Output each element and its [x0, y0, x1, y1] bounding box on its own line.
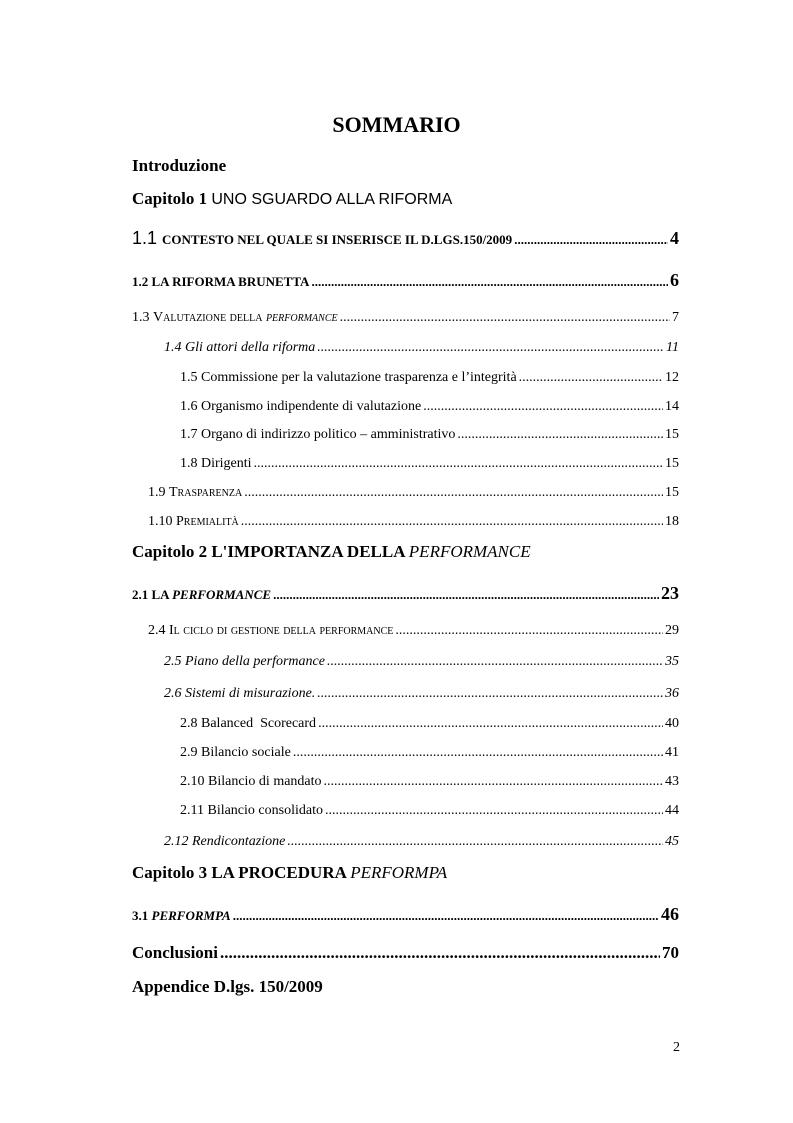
dot-leader	[293, 745, 663, 761]
toc-page-number: 11	[666, 340, 679, 355]
dot-leader	[317, 340, 664, 356]
toc-label: 2.9 Bilancio sociale	[180, 745, 291, 760]
toc-entry-2-9[interactable]	[180, 745, 679, 761]
toc-label: 2.12 Rendicontazione	[164, 834, 286, 849]
heading-appendice: Appendice D.lgs. 150/2009	[132, 977, 323, 996]
toc-page-number: 23	[661, 583, 679, 603]
toc-entry-2-6[interactable]	[164, 686, 679, 702]
dot-leader	[423, 399, 663, 415]
toc-entry-2-8[interactable]	[180, 716, 679, 732]
toc-page-number: 70	[662, 943, 679, 962]
dot-leader	[324, 774, 663, 790]
toc-label: 1.9 Trasparenza	[148, 485, 243, 500]
toc-label: Conclusioni	[132, 943, 218, 962]
toc-entry-1-9[interactable]	[148, 485, 679, 501]
toc-label: 2.11 Bilancio consolidato	[180, 803, 323, 818]
dot-leader	[254, 456, 663, 472]
toc-page-number: 36	[665, 686, 679, 701]
chapter-2-heading	[132, 542, 531, 562]
chapter-3-title-em: PERFORMPA	[350, 863, 448, 882]
toc-page-number: 43	[665, 774, 679, 789]
toc-entry-2-10[interactable]	[180, 774, 679, 790]
dot-leader	[233, 908, 659, 924]
toc-page-number: 12	[665, 370, 679, 385]
chapter-1-title: UNO SGUARDO ALLA RIFORMA	[211, 191, 453, 208]
toc-entry-2-12[interactable]	[164, 834, 679, 850]
chapter-3-prefix: Capitolo 3	[132, 863, 212, 882]
toc-entry-1-2[interactable]	[132, 270, 679, 291]
toc-label: 1.4 Gli attori della riforma	[164, 340, 316, 355]
toc-page-number: 45	[665, 834, 679, 849]
toc-page-number: 35	[665, 654, 679, 669]
toc-label: 2.10 Bilancio di mandato	[180, 774, 322, 789]
chapter-3-title: LA PROCEDURA	[211, 863, 351, 882]
toc-entry-2-11[interactable]	[180, 803, 679, 819]
toc-entry-1-6[interactable]	[180, 399, 679, 415]
toc-label: 3.1 PERFORMPA	[132, 908, 231, 923]
toc-label: 1.2 LA RIFORMA BRUNETTA	[132, 274, 310, 289]
dot-leader	[457, 427, 663, 443]
toc-label: 2.5 Piano della performance	[164, 654, 325, 669]
toc-label: 2.8 Balanced Scorecard	[180, 716, 317, 731]
chapter-2-title: L'IMPORTANZA DELLA	[211, 542, 409, 561]
toc-page-number: 15	[665, 485, 679, 500]
toc-page-number: 7	[672, 310, 679, 325]
chapter-2-title-em: PERFORMANCE	[408, 542, 531, 561]
dot-leader	[317, 686, 663, 702]
dot-leader	[287, 834, 663, 850]
chapter-1-prefix: Capitolo 1	[132, 189, 212, 208]
dot-leader	[311, 274, 668, 290]
toc-entry-1-10[interactable]	[148, 514, 679, 530]
dot-leader	[244, 485, 663, 501]
toc-label: 2.6 Sistemi di misurazione.	[164, 686, 316, 701]
dot-leader	[395, 623, 663, 639]
toc-label: 1.10 Premialità	[148, 514, 239, 529]
toc-entry-2-1[interactable]	[132, 583, 679, 604]
toc-page-number: 14	[665, 399, 679, 414]
chapter-2-prefix: Capitolo 2	[132, 542, 212, 561]
toc-page-number: 6	[670, 270, 679, 290]
dot-leader	[325, 803, 663, 819]
toc-entry-1-7[interactable]	[180, 427, 679, 443]
toc-label: 2.4 Il ciclo di gestione della performance	[148, 623, 394, 638]
toc-label: 1.7 Organo di indirizzo politico – amministrativo	[180, 427, 456, 442]
toc-label: 1.8 Dirigenti	[180, 456, 252, 471]
dot-leader	[318, 716, 663, 732]
toc-entry-2-4[interactable]	[148, 623, 679, 639]
toc-page-number: 29	[665, 623, 679, 638]
toc-page-number: 44	[665, 803, 679, 818]
toc-entry-1-5[interactable]	[180, 370, 679, 386]
dot-leader	[340, 310, 670, 326]
toc-page-number: 41	[665, 745, 679, 760]
toc-label: 2.1 LA PERFORMANCE	[132, 587, 272, 602]
heading-introduzione: Introduzione	[132, 156, 227, 175]
toc-entry-1-3[interactable]	[132, 310, 679, 326]
dot-leader	[519, 370, 663, 386]
chapter-3-heading	[132, 863, 447, 883]
toc-label: 1.5 Commissione per la valutazione trasparenza e l’integrità	[180, 370, 517, 385]
toc-entry-2-5[interactable]	[164, 654, 679, 670]
toc-label: 1.1 CONTESTO NEL QUALE SI INSERISCE IL D.LGS.150/2009	[132, 228, 513, 248]
toc-page-number: 18	[665, 514, 679, 529]
toc-page-number: 4	[670, 228, 679, 248]
toc-entry-1-1[interactable]	[132, 228, 679, 249]
toc-entry-3-1[interactable]	[132, 904, 679, 925]
toc-entry-conclusioni[interactable]	[132, 943, 679, 963]
toc-page-number: 15	[665, 427, 679, 442]
page-number: 2	[673, 1040, 680, 1055]
dot-leader	[273, 587, 659, 603]
dot-leader	[220, 943, 660, 963]
toc-page-number: 15	[665, 456, 679, 471]
toc-page-number: 46	[661, 904, 679, 924]
toc-entry-1-4[interactable]	[164, 340, 679, 356]
page-title: SOMMARIO	[332, 112, 461, 137]
dot-leader	[514, 232, 668, 248]
toc-entry-1-8[interactable]	[180, 456, 679, 472]
toc-label: 1.6 Organismo indipendente di valutazione	[180, 399, 422, 414]
toc-page-number: 40	[665, 716, 679, 731]
dot-leader	[327, 654, 663, 670]
toc-label: 1.3 Valutazione della performance	[132, 310, 338, 325]
chapter-1-heading	[132, 189, 452, 209]
dot-leader	[241, 514, 663, 530]
